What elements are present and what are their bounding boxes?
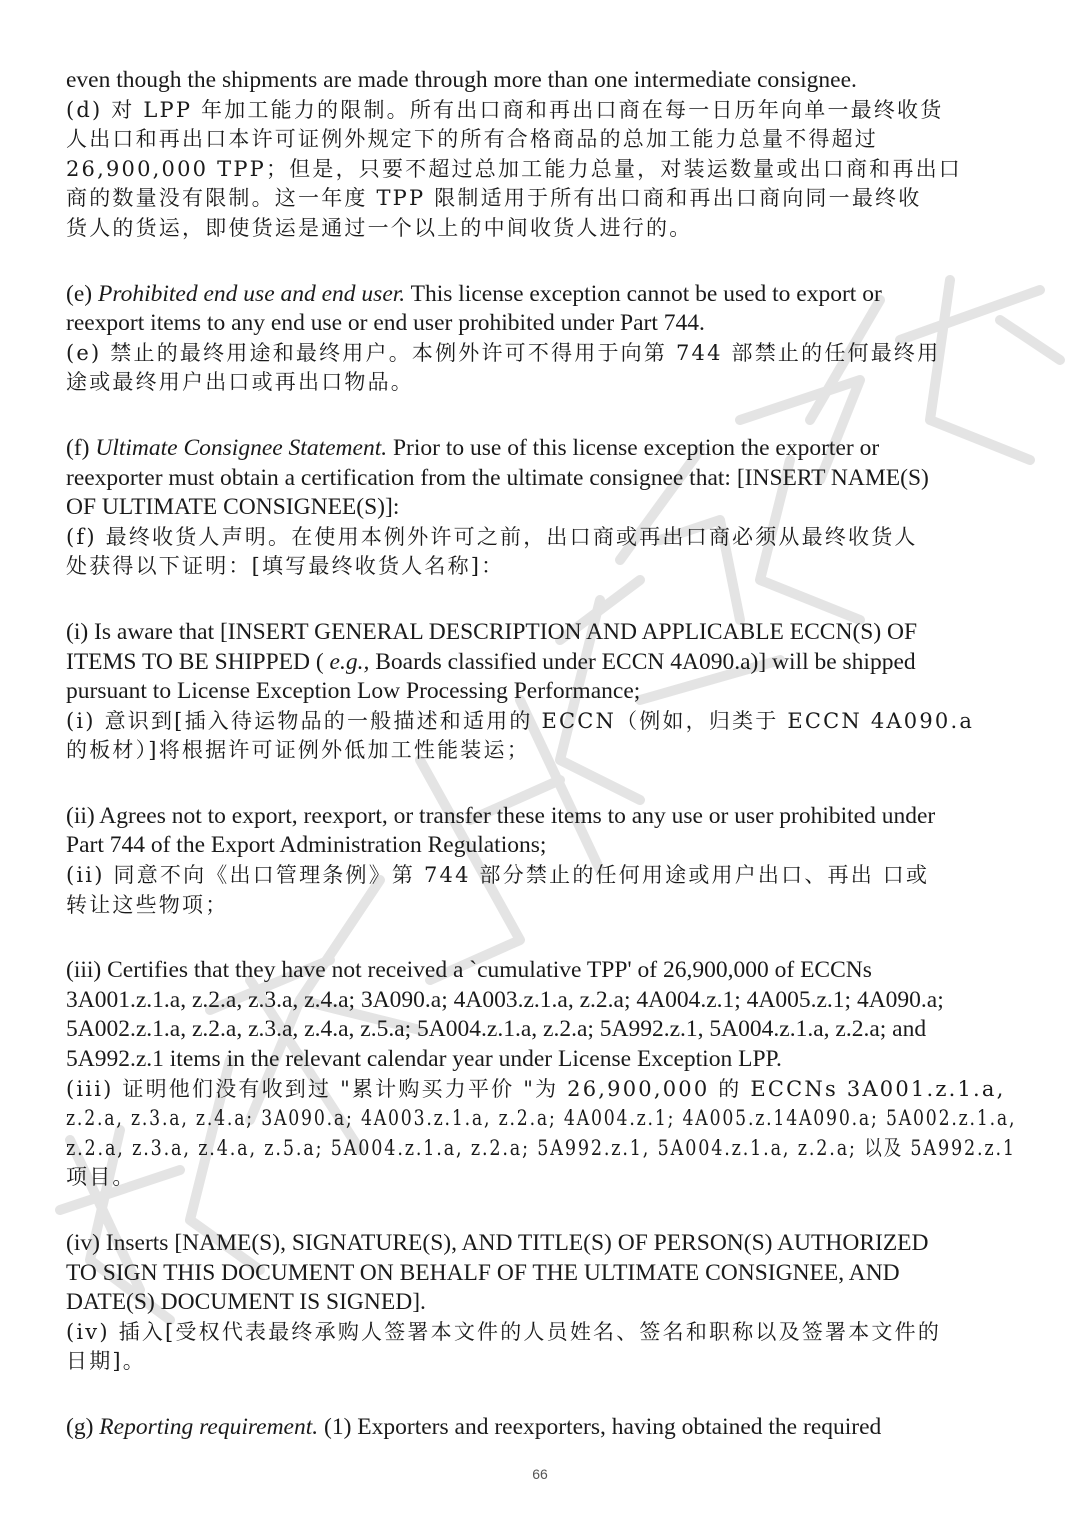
document-body bbox=[66, 66, 1016, 1443]
heading-italic: Ultimate Consignee Statement. bbox=[95, 434, 388, 461]
text-line-cn: 处获得以下证明：[填写最终收货人名称]： bbox=[66, 554, 505, 579]
text-line: even though the shipments are made through more than one intermediate consignee. bbox=[66, 67, 857, 93]
text-line: Part 744 of the Export Administration Regulations; bbox=[66, 832, 547, 859]
text-line: reexport items to any end use or end user prohibited under Part 744. bbox=[66, 310, 705, 337]
text-line-cn: 项目。 bbox=[66, 1165, 136, 1190]
paragraph-heading-line bbox=[66, 1413, 1016, 1443]
text-line-cn: 途或最终用户出口或再出口物品。 bbox=[66, 370, 414, 395]
text-line: 3A001.z.1.a, z.2.a, z.3.a, z.4.a; 3A090.a; 4A003.z.1.a, z.2.a; 4A004.z.1; 4A005.z.1; 4A090.a; bbox=[66, 986, 944, 1013]
heading-prefix: (g) bbox=[66, 1413, 100, 1440]
text-line-cn: z.2.a, z.3.a, z.4.a; 3A090.a; 4A003.z.1.a, z.2.a; 4A004.z.1; 4A005.z.14A090.a; 5A002.z.1.a, bbox=[66, 1106, 1017, 1131]
paragraph-f-iii bbox=[66, 956, 1016, 1193]
text-line: OF ULTIMATE CONSIGNEE(S)]: bbox=[66, 494, 400, 521]
paragraph-g bbox=[66, 1413, 1016, 1443]
text-line-cn: 的板材）]将根据许可证例外低加工性能装运； bbox=[66, 738, 530, 763]
paragraph-d-continuation bbox=[66, 66, 1016, 244]
text-line-cn: 货人的货运，即使货运是通过一个以上的中间收货人进行的。 bbox=[66, 215, 693, 240]
text-line: TO SIGN THIS DOCUMENT ON BEHALF OF THE ULTIMATE CONSIGNEE, AND bbox=[66, 1259, 900, 1286]
heading-italic: Prohibited end use and end user. bbox=[97, 280, 406, 307]
text-segment: ITEMS TO BE SHIPPED ( bbox=[66, 648, 330, 675]
text-line-cn: (f) 最终收货人声明。在使用本例外许可之前，出口商或再出口商必须从最终收货人 bbox=[66, 524, 918, 549]
heading-rest: (1) Exporters and reexporters, having obtained the required bbox=[318, 1413, 882, 1440]
heading-rest: This license exception cannot be used to export or bbox=[405, 280, 882, 307]
text-line-cn: 商的数量没有限制。这一年度 TPP 限制适用于所有出口商和再出口商向同一最终收 bbox=[66, 186, 922, 211]
paragraph-heading-line bbox=[66, 280, 1016, 310]
paragraph-heading-line bbox=[66, 434, 1016, 464]
text-line-cn: (d) 对 LPP 年加工能力的限制。所有出口商和再出口商在每一日历年向单一最终收货 bbox=[66, 97, 944, 122]
paragraph-f-ii bbox=[66, 802, 1016, 920]
text-line-cn: 人出口和再出口本许可证例外规定下的所有合格商品的总加工能力总量不得超过 bbox=[66, 127, 878, 152]
text-line: (iv) Inserts [NAME(S), SIGNATURE(S), AND TITLE(S) OF PERSON(S) AUTHORIZED bbox=[66, 1230, 929, 1256]
text-line: (ii) Agrees not to export, reexport, or transfer these items to any use or user prohibited under bbox=[66, 802, 936, 829]
text-line: DATE(S) DOCUMENT IS SIGNED]. bbox=[66, 1289, 426, 1316]
paragraph-f-i bbox=[66, 618, 1016, 766]
paragraph-heading-line: (i) Is aware that [INSERT GENERAL DESCRIPTION AND APPLICABLE ECCN(S) OF bbox=[66, 618, 918, 645]
text-segment: Boards classified under ECCN 4A090.a)] will be shipped bbox=[369, 648, 916, 675]
text-line: (iii) Certifies that they have not received a `cumulative TPP' of 26,900,000 of ECCNs bbox=[66, 957, 872, 984]
text-line-cn: (e) 禁止的最终用途和最终用户。本例外许可不得用于向第 744 部禁止的任何最终用 bbox=[66, 340, 941, 365]
paragraph-f bbox=[66, 434, 1016, 582]
text-line-cn: z.2.a, z.3.a, z.4.a, z.5.a; 5A004.z.1.a, z.2.a; 5A992.z.1, 5A004.z.1.a, z.2.a; 以及 5A992.z.1 bbox=[66, 1135, 1016, 1160]
text-line: pursuant to License Exception Low Processing Performance; bbox=[66, 678, 641, 705]
text-line-cn: (i) 意识到[插入待运物品的一般描述和适用的 ECCN（例如，归类于 ECCN 4A090.a bbox=[66, 708, 975, 733]
text-line: 5A992.z.1 items in the relevant calendar year under License Exception LPP. bbox=[66, 1046, 782, 1073]
heading-prefix: (f) bbox=[66, 434, 96, 461]
heading-prefix: (e) bbox=[66, 280, 98, 307]
text-line: reexporter must obtain a certification from the ultimate consignee that: [INSERT NAME(S) bbox=[66, 464, 929, 491]
text-line-cn: (iii) 证明他们没有收到过 "累计购买力平价 "为 26,900,000 的 ECCNs 3A001.z.1.a, bbox=[66, 1076, 1006, 1101]
paragraph-e bbox=[66, 280, 1016, 398]
text-line-cn: (iv) 插入[受权代表最终承购人签署本文件的人员姓名、签名和职称以及签署本文件的 bbox=[66, 1319, 942, 1344]
heading-italic: Reporting requirement. bbox=[99, 1413, 319, 1440]
text-line-cn: 转让这些物项； bbox=[66, 892, 229, 917]
text-line-cn: 26,900,000 TPP；但是，只要不超过总加工能力总量，对装运数量或出口商和再出口 bbox=[66, 156, 962, 181]
text-line bbox=[66, 648, 1016, 678]
text-line: 5A002.z.1.a, z.2.a, z.3.a, z.4.a, z.5.a; 5A004.z.1.a, z.2.a; 5A992.z.1, 5A004.z.1.a, z.2.a; and bbox=[66, 1016, 927, 1043]
text-segment-italic: e.g., bbox=[329, 648, 370, 675]
text-line-cn: (ii) 同意不向《出口管理条例》第 744 部分禁止的任何用途或用户出口、再出 口或 bbox=[66, 863, 930, 888]
page-number: 66 bbox=[532, 1466, 548, 1482]
paragraph-f-iv bbox=[66, 1229, 1016, 1377]
text-line-cn: 日期]。 bbox=[66, 1349, 146, 1374]
heading-rest: Prior to use of this license exception the exporter or bbox=[387, 434, 880, 461]
